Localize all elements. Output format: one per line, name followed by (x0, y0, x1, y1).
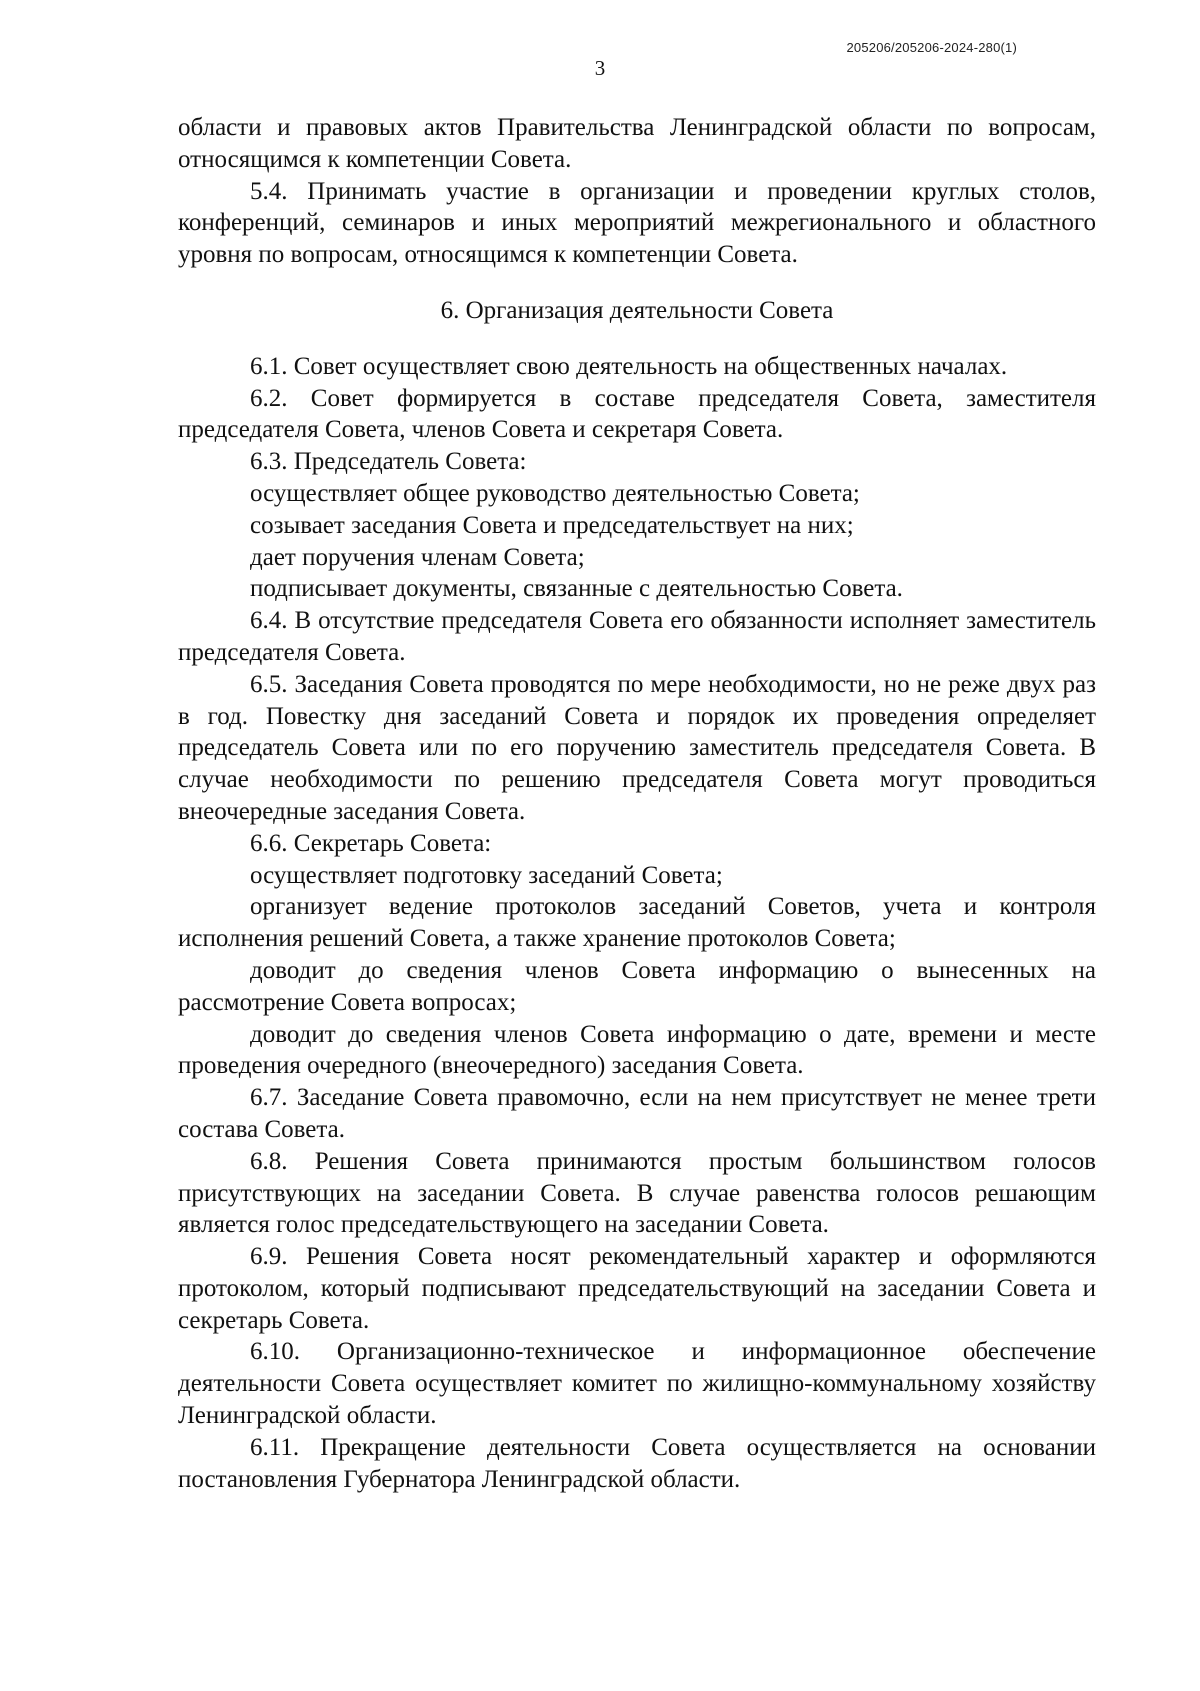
paragraph-continuation: области и правовых актов Правительства Ленинградской области по вопросам, относящимся к компетенции Совета. (178, 114, 1096, 173)
paragraph-6-3: 6.3. Председатель Совета: (250, 448, 527, 476)
paragraph-6-1: 6.1. Совет осуществляет свою деятельность на общественных началах. (250, 352, 1008, 380)
list-item: организует ведение протоколов заседаний Советов, учета и контроля исполнения решений Совета, а также хранение протоколов Совета; (178, 893, 1096, 953)
list-item: созывает заседания Совета и председательствует на них; (250, 511, 854, 539)
document-body (178, 112, 1096, 1495)
document-id: 205206/205206-2024-280(1) (846, 40, 1017, 55)
page-number: 3 (594, 56, 606, 80)
paragraph-6-2: 6.2. Совет формируется в составе председателя Совета, заместителя председателя Совета, членов Совета и секретаря Совета. (178, 384, 1096, 444)
list-item: подписывает документы, связанные с деятельностью Совета. (250, 575, 903, 603)
paragraph-6-7: 6.7. Заседание Совета правомочно, если на нем присутствует не менее трети состава Совета. (178, 1084, 1096, 1143)
section-title: 6. Организация деятельности Совета (440, 296, 834, 324)
paragraph-6-10: 6.10. Организационно-техническое и информационное обеспечение деятельности Совета осуществляет комитет по жилищно-коммунальному хозяйству Ленинградской области. (178, 1338, 1096, 1430)
list-item: осуществляет подготовку заседаний Совета; (250, 861, 723, 889)
paragraph-6-6: 6.6. Секретарь Совета: (250, 829, 492, 857)
list-item: доводит до сведения членов Совета информацию о дате, времени и месте проведения очередного (внеочередного) заседания Совета. (178, 1020, 1096, 1080)
paragraph-6-11: 6.11. Прекращение деятельности Совета осуществляется на основании постановления Губернатора Ленинградской области. (178, 1433, 1096, 1493)
paragraph-6-9: 6.9. Решения Совета носят рекомендательный характер и оформляются протоколом, который подписывают председательствующий на заседании Совета и секретарь Совета. (178, 1243, 1096, 1334)
paragraph-5-4: 5.4. Принимать участие в организации и проведении круглых столов, конференций, семинаров и иных мероприятий межрегионального и областного уровня по вопросам, относящимся к компетенции Совета. (178, 177, 1096, 269)
list-item: осуществляет общее руководство деятельностью Совета; (250, 479, 860, 507)
paragraph-6-8: 6.8. Решения Совета принимаются простым большинством голосов присутствующих на заседании Совета. В случае равенства голосов решающим является голос председательствующего на заседании Совета. (178, 1147, 1096, 1239)
list-item: доводит до сведения членов Совета информацию о вынесенных на рассмотрение Совета вопросах; (178, 956, 1096, 1016)
list-item: дает поручения членам Совета; (250, 543, 585, 571)
paragraph-6-5: 6.5. Заседания Совета проводятся по мере необходимости, но не реже двух раз в год. Повестку дня заседаний Совета и порядок их проведения определяет председатель Совета или по его поручению заместитель председателя Совета. В случае необходимости по решению председателя Совета могут проводиться внеочередные заседания Совета. (178, 670, 1096, 825)
paragraph-6-4: 6.4. В отсутствие председателя Совета его обязанности исполняет заместитель председателя Совета. (178, 607, 1096, 666)
